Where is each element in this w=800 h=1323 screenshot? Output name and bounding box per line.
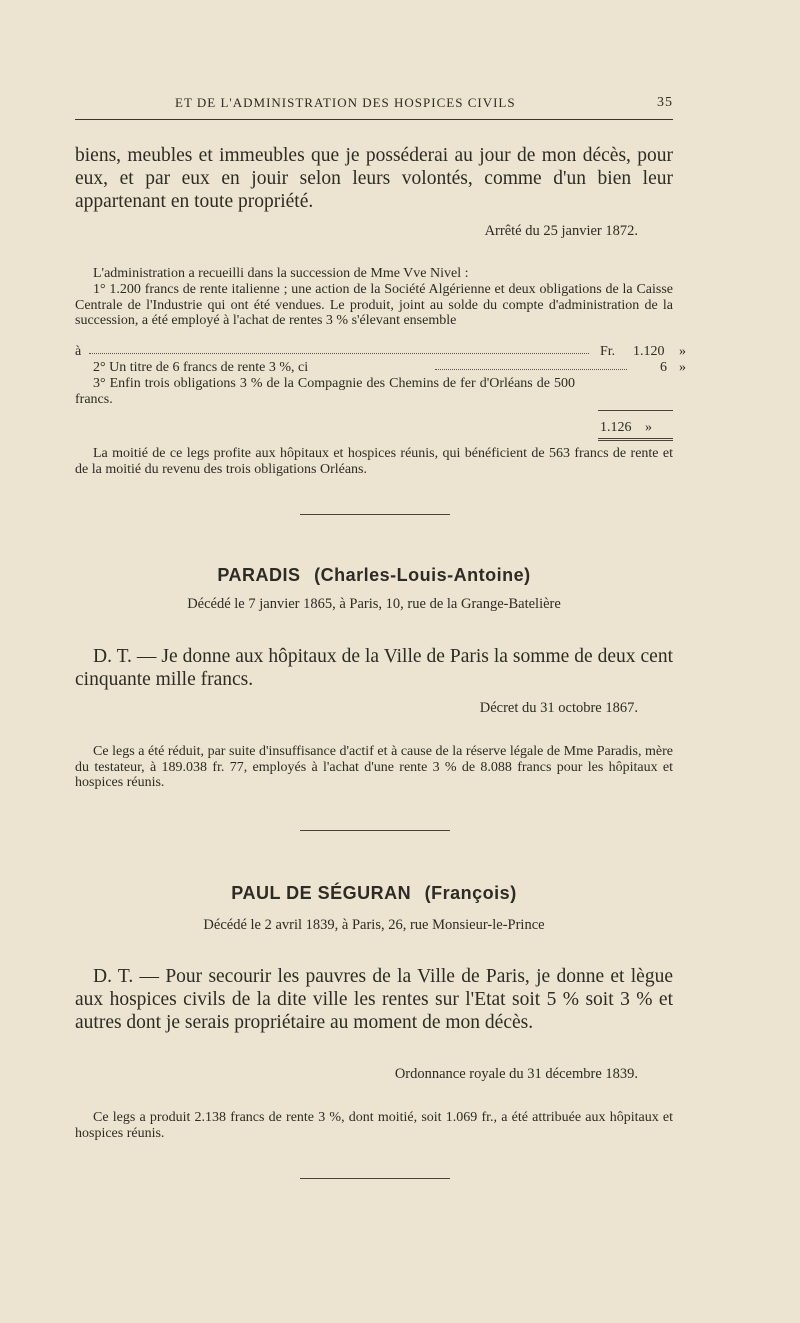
leader-dots	[89, 353, 589, 354]
paradis-heading	[75, 565, 673, 586]
section-divider	[300, 1178, 450, 1179]
nivel-item-1-prefix: Fr.	[600, 344, 616, 359]
nivel-item-1-mark: »	[679, 344, 686, 359]
nivel-total-mark: »	[645, 420, 652, 435]
running-head	[75, 95, 673, 115]
leader-dots	[435, 369, 627, 370]
nivel-item-2-text: 2° Un titre de 6 francs de rente 3 %, ci	[93, 360, 309, 375]
seguran-name: PAUL DE SÉGURAN	[231, 883, 412, 903]
nivel-item-2-row	[75, 360, 686, 376]
nivel-note: La moitié de ce legs profite aux hôpitaux et hospices réunis, qui bénéficient de 563 francs de rente et de la moitié du revenu des trois obligations Orléans.	[75, 446, 673, 477]
paradis-given-names: (Charles-Louis-Antoine)	[314, 565, 531, 585]
paradis-text: D. T. — Je donne aux hôpitaux de la Ville de Paris la somme de deux cent cinquante mille francs.	[75, 646, 673, 690]
nivel-item-2-amount: 6	[660, 360, 667, 375]
seguran-died: Décédé le 2 avril 1839, à Paris, 26, rue Monsieur-le-Prince	[203, 917, 545, 933]
seguran-given-names: (François)	[424, 883, 517, 903]
total-rule	[598, 410, 673, 411]
nivel-item-1-tail: à	[75, 344, 82, 359]
nivel-item-3: 3° Enfin trois obligations 3 % de la Compagnie des Chemins de fer d'Orléans de 500 francs.	[75, 376, 575, 407]
nivel-item-2-mark: »	[679, 360, 686, 375]
paradis-note: Ce legs a été réduit, par suite d'insuffisance d'actif et à cause de la réserve légale de Mme Paradis, mère du testateur, à 189.038 fr. 77, employés à l'achat d'une rente 3 % de 8.088 francs pour les hôpitaux et hospices réunis.	[75, 744, 673, 790]
intro-reference: Arrêté du 25 janvier 1872.	[484, 223, 638, 239]
seguran-text: D. T. — Pour secourir les pauvres de la Ville de Paris, je donne et lègue aux hospices civils de la dite ville les rentes sur l'Etat soit 5 % soit 3 % et autres dont je serais propriétaire au moment de mon décès.	[75, 966, 673, 1033]
header-rule	[75, 119, 673, 120]
intro-paragraph: biens, meubles et immeubles que je posséderai au jour de mon décès, pour eux, et par eux en jouir selon leurs volontés, comme d'un bien leur appartenant en toute propriété.	[75, 145, 673, 212]
paradis-reference: Décret du 31 octobre 1867.	[479, 700, 638, 716]
page-number: 35	[657, 95, 673, 110]
running-title: ET DE L'ADMINISTRATION DES HOSPICES CIVILS	[175, 95, 516, 110]
seguran-heading	[75, 883, 673, 904]
nivel-item-1-amount-row	[75, 344, 686, 360]
seguran-reference: Ordonnance royale du 31 décembre 1839.	[394, 1066, 638, 1082]
paradis-died: Décédé le 7 janvier 1865, à Paris, 10, rue de la Grange-Batelière	[187, 596, 561, 612]
nivel-item-1-amount: 1.120	[633, 344, 665, 359]
section-divider	[300, 514, 450, 515]
paradis-name: PARADIS	[217, 565, 301, 585]
nivel-intro: L'administration a recueilli dans la succession de Mme Vve Nivel :	[93, 266, 469, 281]
total-double-rule	[598, 438, 673, 441]
nivel-item-1: 1° 1.200 francs de rente italienne ; une action de la Société Algérienne et deux obligations de la Caisse Centrale de l'Industrie qui ont été vendues. Le produit, joint au solde du compte d'administration de la succession, a été employé à l'achat de rentes 3 % s'élevant ensemble	[75, 282, 673, 328]
nivel-total-amount: 1.126	[600, 420, 632, 435]
nivel-total	[600, 420, 652, 436]
section-divider	[300, 830, 450, 831]
seguran-note: Ce legs a produit 2.138 francs de rente 3 %, dont moitié, soit 1.069 fr., a été attribuée aux hôpitaux et hospices réunis.	[75, 1110, 673, 1141]
